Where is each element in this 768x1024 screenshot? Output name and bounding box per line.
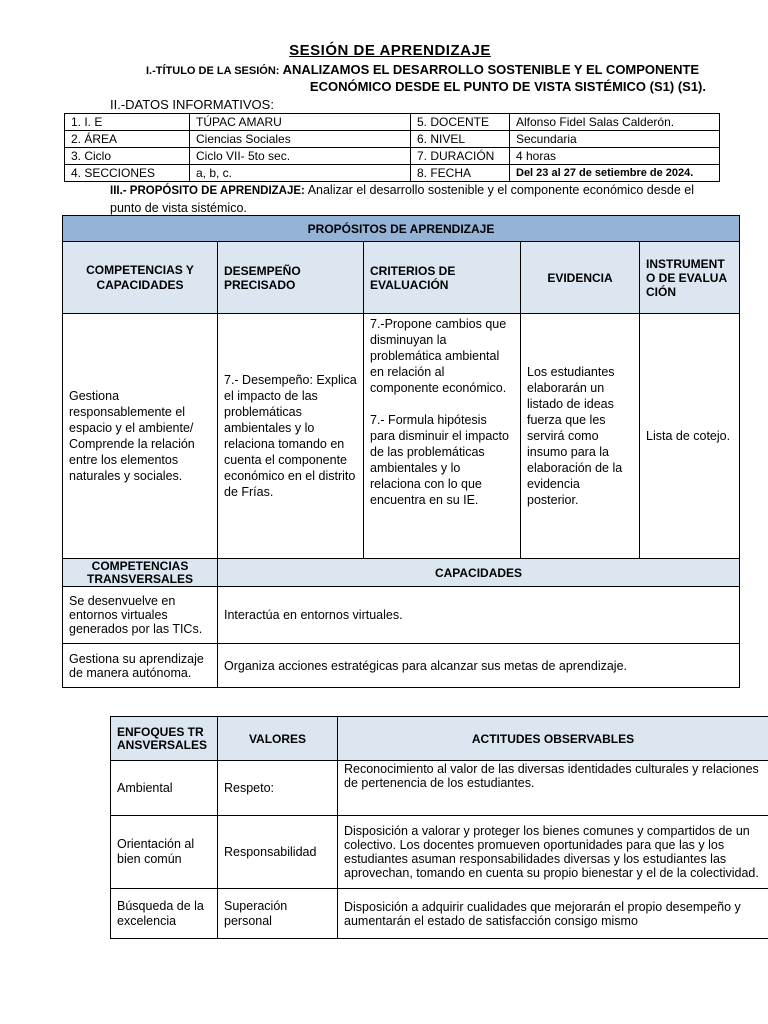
info-value: TÚPAC AMARU <box>190 114 411 131</box>
info-label: 2. ÁREA <box>65 131 190 148</box>
info-row <box>65 131 720 148</box>
purposes-table <box>62 215 740 688</box>
col-valores: VALORES <box>218 717 338 761</box>
info-heading: II.-DATOS INFORMATIVOS: <box>110 97 274 112</box>
info-value: Ciclo VII- 5to sec. <box>190 148 411 165</box>
info-row <box>65 165 720 182</box>
transversales-header: COMPETENCIAS TRANSVERSALES <box>63 559 218 587</box>
instrumento-cell: Lista de cotejo. <box>640 314 740 559</box>
info-label: 7. DURACIÓN <box>411 148 510 165</box>
enfoque-actitud: Disposición a adquirir cualidades que mejorarán el propio desempeño y aumentarán el estado de satisfacción consigo mismo <box>338 889 768 939</box>
col-evidencia: EVIDENCIA <box>521 242 640 314</box>
page-title: SESIÓN DE APRENDIZAJE <box>289 42 491 59</box>
info-label: 4. SECCIONES <box>65 165 190 182</box>
transversal-capacidad: Interactúa en entornos virtuales. <box>218 587 740 644</box>
evidencia-cell: Los estudiantes elaborarán un listado de ideas fuerza que les servirá como insumo para la elaboración de la evidencia posterior. <box>521 314 640 559</box>
info-date: Del 23 al 27 de setiembre de 2024. <box>510 165 720 182</box>
enfoque-actitud: Disposición a valorar y proteger los bienes comunes y compartidos de un colectivo. Los docentes promueven oportunidades para que las y los estudiantes asuman responsabilidades diversas y los estudiantes las aprovechan, tomando en cuenta su propio bienestar y el de la colectividad. <box>338 816 768 889</box>
enfoque-row <box>111 761 768 816</box>
enfoque-name: Ambiental <box>111 761 218 816</box>
enfoque-valor: Superación personal <box>218 889 338 939</box>
enfoque-valor: Respeto: <box>218 761 338 816</box>
transversal-row <box>63 587 740 644</box>
session-label: I.-TÍTULO DE LA SESIÓN: <box>146 65 280 77</box>
info-value: Alfonso Fidel Salas Calderón. <box>510 114 720 131</box>
transversal-competencia: Gestiona su aprendizaje de manera autónoma. <box>63 644 218 688</box>
purpose <box>110 182 730 217</box>
purpose-text-line1: Analizar el desarrollo sostenible y el componente económico desde el <box>307 183 695 197</box>
info-value: a, b, c. <box>190 165 411 182</box>
competencia-cell: Gestiona responsablemente el espacio y el ambiente/ Comprende la relación entre los elementos naturales y sociales. <box>63 314 218 559</box>
desempeno-cell: 7.- Desempeño: Explica el impacto de las problemáticas ambientales y lo relaciona tomando en cuenta el componente económico en el distrito de Frías. <box>218 314 364 559</box>
session-title-suffix: (S1) (S1). <box>649 79 706 94</box>
enfoque-name: Búsqueda de la excelencia <box>111 889 218 939</box>
session-title-line1: ANALIZAMOS EL DESARROLLO SOSTENIBLE Y EL COMPONENTE <box>282 62 700 77</box>
col-desempeno: DESEMPEÑO PRECISADO <box>218 242 364 314</box>
criterios-cell <box>364 314 521 559</box>
col-instrumento: INSTRUMENTO DE EVALUACIÓN <box>640 242 740 314</box>
capacidades-header: CAPACIDADES <box>218 559 740 587</box>
info-label: 5. DOCENTE <box>411 114 510 131</box>
transversal-competencia: Se desenvuelve en entornos virtuales generados por las TICs. <box>63 587 218 644</box>
purpose-text-line2: punto de vista sistémico. <box>110 201 247 215</box>
purpose-label: III.- PROPÓSITO DE APRENDIZAJE: <box>110 185 305 197</box>
info-label: 1. I. E <box>65 114 190 131</box>
transversal-capacidad: Organiza acciones estratégicas para alcanzar sus metas de aprendizaje. <box>218 644 740 688</box>
col-competencias: COMPETENCIAS Y CAPACIDADES <box>63 242 218 314</box>
info-row <box>65 114 720 131</box>
info-label: 8. FECHA <box>411 165 510 182</box>
criterio-2: 7.- Formula hipótesis para disminuir el impacto de las problemáticas ambientales y lo relaciona con lo que encuentra en su IE. <box>370 413 509 507</box>
info-value: Ciencias Sociales <box>190 131 411 148</box>
criterio-1: 7.-Propone cambios que disminuyan la problemática ambiental en relación al componente económico. <box>370 317 507 395</box>
info-label: 3. Ciclo <box>65 148 190 165</box>
info-label: 6. NIVEL <box>411 131 510 148</box>
purposes-band: PROPÓSITOS DE APRENDIZAJE <box>63 216 740 242</box>
enfoque-row <box>111 889 768 939</box>
col-actitudes: ACTITUDES OBSERVABLES <box>338 717 768 761</box>
enfoque-name: Orientación al bien común <box>111 816 218 889</box>
session-title-line2-wrap <box>0 78 706 95</box>
info-row <box>65 148 720 165</box>
col-enfoques: ENFOQUES TRANSVERSALES <box>111 717 218 761</box>
enfoque-actitud: Reconocimiento al valor de las diversas identidades culturales y relaciones de pertenencia de los estudiantes. <box>338 761 768 816</box>
enfoque-valor: Responsabilidad <box>218 816 338 889</box>
enfoque-row <box>111 816 768 889</box>
transversal-row <box>63 644 740 688</box>
info-table <box>64 113 720 182</box>
col-criterios: CRITERIOS DE EVALUACIÓN <box>364 242 521 314</box>
info-value: Secundaria <box>510 131 720 148</box>
info-value: 4 horas <box>510 148 720 165</box>
session-title-line2: ECONÓMICO DESDE EL PUNTO DE VISTA SISTÉMICO <box>309 79 647 94</box>
enfoques-table <box>110 716 768 939</box>
